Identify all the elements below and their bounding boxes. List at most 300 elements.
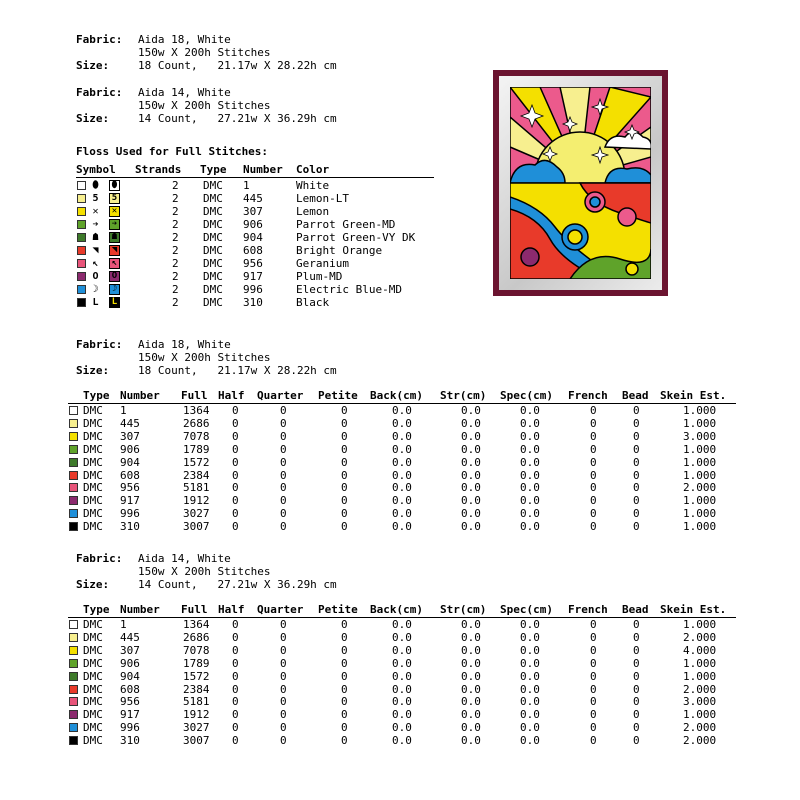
color-swatch	[69, 522, 78, 531]
size-value: 18 Count, 21.17w X 28.22h cm	[138, 59, 337, 72]
color-swatch	[69, 419, 78, 428]
table-cell: 0	[232, 682, 239, 696]
size-label: Size:	[76, 59, 110, 72]
table-cell: 0	[232, 630, 239, 644]
table-column-header: French	[568, 389, 608, 402]
table-column-header: Skein Est.	[660, 389, 727, 402]
table-cell: 0	[590, 404, 597, 417]
fabric-label: Fabric:	[76, 86, 123, 99]
table-column-header: Quarter	[257, 389, 304, 402]
table-cell: 0	[232, 455, 239, 469]
table-cell: 2686	[183, 630, 210, 644]
symbol-glyph-colored: O	[109, 271, 120, 282]
table-cell: 0	[280, 455, 287, 469]
table-cell: 0	[341, 494, 348, 508]
table-cell: 0.0	[520, 656, 540, 670]
symbol-glyph-colored: L	[109, 297, 120, 308]
table-column-header: Quarter	[257, 603, 304, 616]
color-swatch	[69, 509, 78, 518]
table-cell: 0.0	[520, 734, 540, 748]
table-cell: 0.0	[392, 669, 412, 683]
table-cell: 0	[633, 442, 640, 456]
table-cell: 1572	[183, 455, 210, 469]
color-name: Parrot Green-VY DK	[296, 231, 416, 244]
table-cell: 0.0	[520, 468, 540, 482]
table-cell: DMC	[83, 695, 103, 709]
table-cell: 0.0	[392, 507, 412, 521]
symbol-glyph-colored: ↖	[109, 258, 120, 269]
color-swatch	[77, 285, 86, 294]
color-swatch	[69, 633, 78, 642]
table-cell: 0.0	[392, 618, 412, 631]
table-cell: 0	[232, 494, 239, 508]
table-cell: 1.000	[683, 468, 717, 482]
table-cell: 0	[280, 429, 287, 443]
table-cell: 0	[633, 494, 640, 508]
strands-value: 2	[172, 231, 179, 244]
strands-value: 2	[172, 283, 179, 296]
table-cell: 1.000	[683, 494, 717, 508]
table-column-header: Spec(cm)	[500, 389, 553, 402]
table-cell: 0	[280, 520, 287, 534]
table-cell: 1912	[183, 708, 210, 722]
table-cell: 0.0	[392, 682, 412, 696]
table-cell: 0	[280, 656, 287, 670]
strands-value: 2	[172, 270, 179, 283]
color-swatch	[69, 620, 78, 629]
symbol-glyph: L	[92, 297, 99, 308]
color-swatch	[77, 246, 86, 255]
table-column-header: Half	[218, 603, 245, 616]
table-cell: 0	[633, 455, 640, 469]
table-cell: 0.0	[520, 404, 540, 417]
table-cell: DMC	[83, 682, 103, 696]
table-cell: 0	[280, 682, 287, 696]
table-cell: DMC	[83, 721, 103, 735]
table-cell: DMC	[83, 404, 103, 417]
table-cell: 956	[120, 695, 140, 709]
table-cell: 1.000	[683, 416, 717, 430]
table-cell: DMC	[83, 494, 103, 508]
table-column-header: Type	[83, 389, 110, 402]
table-column-header: Back(cm)	[370, 389, 423, 402]
size-value: 14 Count, 27.21w X 36.29h cm	[138, 578, 337, 591]
table-cell: 0	[590, 416, 597, 430]
color-swatch	[69, 483, 78, 492]
table-cell: 3027	[183, 721, 210, 735]
table-cell: 0.0	[461, 404, 481, 417]
type-value: DMC	[203, 192, 223, 205]
table-cell: DMC	[83, 442, 103, 456]
color-swatch	[69, 736, 78, 745]
symbol-glyph-colored: ✕	[109, 206, 120, 217]
table-cell: 310	[120, 734, 140, 748]
table-cell: 0	[280, 494, 287, 508]
table-cell: 0.0	[461, 656, 481, 670]
table-cell: 3027	[183, 507, 210, 521]
symbol-glyph: ◥	[92, 245, 99, 256]
symbol-glyph-colored: ☗	[109, 232, 120, 243]
table-cell: 0	[590, 507, 597, 521]
table-column-header: Number	[120, 603, 160, 616]
floss-column-header: Strands	[135, 163, 182, 176]
table-cell: 0.0	[461, 708, 481, 722]
color-name: Electric Blue-MD	[296, 283, 402, 296]
size-label: Size:	[76, 364, 110, 377]
table-cell: 0	[633, 682, 640, 696]
table-cell: 1.000	[683, 656, 717, 670]
table-cell: 0	[232, 429, 239, 443]
table-cell: 0	[633, 734, 640, 748]
table-cell: 0	[280, 618, 287, 631]
stitch-count: 150w X 200h Stitches	[138, 351, 271, 364]
table-column-header: Back(cm)	[370, 603, 423, 616]
table-cell: 307	[120, 643, 140, 657]
table-cell: 0.0	[520, 643, 540, 657]
table-cell: 0	[232, 520, 239, 534]
table-cell: 0	[590, 455, 597, 469]
color-swatch	[69, 406, 78, 415]
type-value: DMC	[203, 257, 223, 270]
table-cell: DMC	[83, 481, 103, 495]
table-cell: 0.0	[520, 708, 540, 722]
color-swatch	[69, 471, 78, 480]
table-cell: 1572	[183, 669, 210, 683]
table-cell: 0.0	[461, 429, 481, 443]
table-cell: 0	[633, 468, 640, 482]
table-cell: 0	[590, 721, 597, 735]
table-cell: 2.000	[683, 630, 717, 644]
symbol-glyph: ☽	[92, 284, 99, 295]
fabric-value: Aida 18, White	[138, 33, 231, 46]
table-cell: 0.0	[392, 708, 412, 722]
size-value: 14 Count, 27.21w X 36.29h cm	[138, 112, 337, 125]
stitch-count: 150w X 200h Stitches	[138, 46, 271, 59]
number-value: 904	[243, 231, 263, 244]
fabric-label: Fabric:	[76, 552, 123, 565]
table-column-header: Full	[181, 389, 208, 402]
table-cell: 0	[280, 416, 287, 430]
table-cell: 2384	[183, 682, 210, 696]
floss-column-header: Symbol	[76, 163, 116, 176]
table-cell: 1.000	[683, 442, 717, 456]
table-cell: 0	[232, 507, 239, 521]
table-column-header: Str(cm)	[440, 389, 487, 402]
table-cell: 0	[280, 468, 287, 482]
table-cell: 0	[590, 734, 597, 748]
size-label: Size:	[76, 578, 110, 591]
table-cell: 906	[120, 656, 140, 670]
table-column-header: Skein Est.	[660, 603, 727, 616]
table-cell: 1364	[183, 404, 210, 417]
table-cell: 5181	[183, 481, 210, 495]
table-cell: 0.0	[461, 695, 481, 709]
table-cell: DMC	[83, 455, 103, 469]
table-cell: 0	[341, 442, 348, 456]
table-cell: 0.0	[392, 520, 412, 534]
table-cell: 0.0	[520, 442, 540, 456]
type-value: DMC	[203, 296, 223, 309]
table-column-header: French	[568, 603, 608, 616]
size-label: Size:	[76, 112, 110, 125]
table-cell: 1.000	[683, 507, 717, 521]
color-swatch	[77, 220, 86, 229]
table-cell: 0.0	[461, 494, 481, 508]
strands-value: 2	[172, 205, 179, 218]
type-value: DMC	[203, 231, 223, 244]
type-value: DMC	[203, 270, 223, 283]
symbol-glyph-colored: ◥	[109, 245, 120, 256]
table-cell: 1789	[183, 442, 210, 456]
color-swatch	[69, 659, 78, 668]
symbol-glyph: ✕	[92, 206, 99, 217]
color-swatch	[77, 272, 86, 281]
table-cell: 1.000	[683, 404, 717, 417]
table-cell: 0.0	[392, 643, 412, 657]
color-swatch	[69, 697, 78, 706]
table-column-header: Spec(cm)	[500, 603, 553, 616]
table-cell: 0	[232, 695, 239, 709]
table-cell: 0	[232, 656, 239, 670]
table-cell: 5181	[183, 695, 210, 709]
table-cell: 0.0	[520, 618, 540, 631]
table-cell: 0.0	[392, 455, 412, 469]
table-column-header: Full	[181, 603, 208, 616]
table-cell: 0	[341, 643, 348, 657]
table-cell: 996	[120, 721, 140, 735]
table-cell: 2686	[183, 416, 210, 430]
table-cell: 0	[280, 721, 287, 735]
stitch-count: 150w X 200h Stitches	[138, 99, 271, 112]
table-cell: 0.0	[461, 618, 481, 631]
symbol-glyph: 5	[92, 193, 99, 204]
table-cell: 0.0	[392, 468, 412, 482]
size-value: 18 Count, 21.17w X 28.22h cm	[138, 364, 337, 377]
color-swatch	[69, 445, 78, 454]
strands-value: 2	[172, 179, 179, 192]
table-column-header: Number	[120, 389, 160, 402]
table-cell: 310	[120, 520, 140, 534]
table-cell: 0.0	[520, 721, 540, 735]
table-cell: 0	[280, 695, 287, 709]
number-value: 917	[243, 270, 263, 283]
type-value: DMC	[203, 205, 223, 218]
table-cell: 2.000	[683, 721, 717, 735]
strands-value: 2	[172, 192, 179, 205]
table-cell: 0.0	[520, 695, 540, 709]
color-swatch	[69, 672, 78, 681]
table-cell: 0.0	[461, 507, 481, 521]
table-cell: 0.0	[392, 656, 412, 670]
symbol-glyph-colored: 5	[109, 193, 120, 204]
strands-value: 2	[172, 244, 179, 257]
table-cell: 0	[232, 721, 239, 735]
table-cell: 608	[120, 468, 140, 482]
fabric-label: Fabric:	[76, 338, 123, 351]
table-cell: 0.0	[461, 416, 481, 430]
table-cell: 0	[590, 630, 597, 644]
table-cell: 0.0	[461, 734, 481, 748]
table-cell: DMC	[83, 618, 103, 631]
table-cell: 0.0	[461, 455, 481, 469]
color-name: Lemon	[296, 205, 330, 218]
table-cell: 0.0	[392, 442, 412, 456]
table-cell: 0	[590, 708, 597, 722]
table-cell: 996	[120, 507, 140, 521]
table-cell: 0	[280, 442, 287, 456]
color-name: Bright Orange	[296, 244, 383, 257]
fabric-value: Aida 14, White	[138, 86, 231, 99]
table-cell: 0.0	[520, 507, 540, 521]
table-cell: 0	[341, 708, 348, 722]
table-cell: 0	[280, 481, 287, 495]
table-cell: 0	[590, 520, 597, 534]
color-swatch	[69, 458, 78, 467]
table-cell: 0	[341, 734, 348, 748]
table-cell: 0	[232, 416, 239, 430]
table-cell: 1.000	[683, 669, 717, 683]
table-cell: 608	[120, 682, 140, 696]
table-cell: 0	[341, 721, 348, 735]
table-cell: 0.0	[520, 416, 540, 430]
color-swatch	[77, 181, 86, 190]
floss-column-header: Color	[296, 163, 330, 176]
color-name: Parrot Green-MD	[296, 218, 396, 231]
table-cell: 0.0	[520, 429, 540, 443]
number-value: 956	[243, 257, 263, 270]
table-cell: 0	[633, 656, 640, 670]
table-cell: DMC	[83, 708, 103, 722]
color-swatch	[77, 259, 86, 268]
table-cell: 0	[280, 630, 287, 644]
table-cell: 0	[633, 416, 640, 430]
table-cell: 2.000	[683, 734, 717, 748]
table-cell: 0.0	[461, 442, 481, 456]
table-cell: 904	[120, 455, 140, 469]
table-cell: 1	[120, 618, 127, 631]
table-cell: 0.0	[520, 682, 540, 696]
table-cell: 307	[120, 429, 140, 443]
symbol-glyph: O	[92, 271, 99, 282]
color-swatch	[69, 432, 78, 441]
table-cell: 0	[590, 468, 597, 482]
table-cell: 0	[633, 404, 640, 417]
table-cell: 0	[590, 429, 597, 443]
type-value: DMC	[203, 218, 223, 231]
color-swatch	[69, 685, 78, 694]
color-swatch	[77, 207, 86, 216]
table-cell: DMC	[83, 669, 103, 683]
table-cell: 0.0	[392, 429, 412, 443]
table-cell: 0.0	[461, 669, 481, 683]
table-cell: 0.0	[461, 682, 481, 696]
symbol-glyph: ⬮	[92, 180, 99, 191]
table-cell: 0	[232, 708, 239, 722]
table-cell: 4.000	[683, 643, 717, 657]
table-cell: 0	[633, 669, 640, 683]
table-cell: 0	[633, 618, 640, 631]
table-cell: 0	[633, 708, 640, 722]
number-value: 307	[243, 205, 263, 218]
fabric-label: Fabric:	[76, 33, 123, 46]
table-cell: 1.000	[683, 455, 717, 469]
floss-header-divider	[76, 177, 434, 178]
table-cell: 0	[633, 507, 640, 521]
table-cell: 3.000	[683, 429, 717, 443]
table-cell: 0	[590, 481, 597, 495]
table-cell: 0.0	[520, 455, 540, 469]
table-cell: 0	[590, 656, 597, 670]
table-cell: 0	[341, 618, 348, 631]
color-name: Plum-MD	[296, 270, 343, 283]
table-cell: 0	[633, 520, 640, 534]
table-column-header: Bead	[622, 389, 649, 402]
table-cell: 1.000	[683, 618, 717, 631]
table-cell: 0	[590, 442, 597, 456]
table-cell: 0	[341, 429, 348, 443]
table-cell: 0	[341, 481, 348, 495]
table-cell: 0	[232, 734, 239, 748]
floss-column-header: Type	[200, 163, 227, 176]
floss-title: Floss Used for Full Stitches:	[76, 145, 269, 158]
table-cell: 0.0	[461, 630, 481, 644]
table-cell: 956	[120, 481, 140, 495]
table-cell: 0.0	[392, 404, 412, 417]
table-cell: 2.000	[683, 682, 717, 696]
table-cell: 0.0	[520, 520, 540, 534]
table-cell: 0	[232, 643, 239, 657]
table-cell: 0.0	[461, 520, 481, 534]
table-cell: 0.0	[461, 481, 481, 495]
table-cell: 0	[280, 404, 287, 417]
symbol-glyph: ➔	[92, 219, 99, 230]
table-cell: 0.0	[392, 695, 412, 709]
table-cell: 0.0	[461, 721, 481, 735]
table-column-header: Str(cm)	[440, 603, 487, 616]
table-cell: 3007	[183, 520, 210, 534]
number-value: 1	[243, 179, 250, 192]
table-cell: 0	[341, 682, 348, 696]
table-cell: 0	[341, 404, 348, 417]
table-cell: 917	[120, 708, 140, 722]
table-cell: 0.0	[520, 494, 540, 508]
table-cell: 1	[120, 404, 127, 417]
table-cell: 0	[633, 695, 640, 709]
strands-value: 2	[172, 257, 179, 270]
table-cell: DMC	[83, 507, 103, 521]
fabric-value: Aida 18, White	[138, 338, 231, 351]
pattern-preview-image	[510, 87, 651, 279]
table-cell: DMC	[83, 643, 103, 657]
table-cell: 906	[120, 442, 140, 456]
table-cell: 0	[280, 734, 287, 748]
table-cell: 0	[590, 669, 597, 683]
color-name: White	[296, 179, 330, 192]
number-value: 310	[243, 296, 263, 309]
number-value: 996	[243, 283, 263, 296]
table-cell: 0	[590, 682, 597, 696]
table-cell: 0.0	[520, 669, 540, 683]
table-cell: 0.0	[520, 481, 540, 495]
table-cell: 3007	[183, 734, 210, 748]
table-cell: 0	[232, 481, 239, 495]
table-cell: 7078	[183, 429, 210, 443]
type-value: DMC	[203, 283, 223, 296]
table-cell: 0	[590, 695, 597, 709]
table-cell: 2384	[183, 468, 210, 482]
number-value: 608	[243, 244, 263, 257]
table-cell: 445	[120, 416, 140, 430]
